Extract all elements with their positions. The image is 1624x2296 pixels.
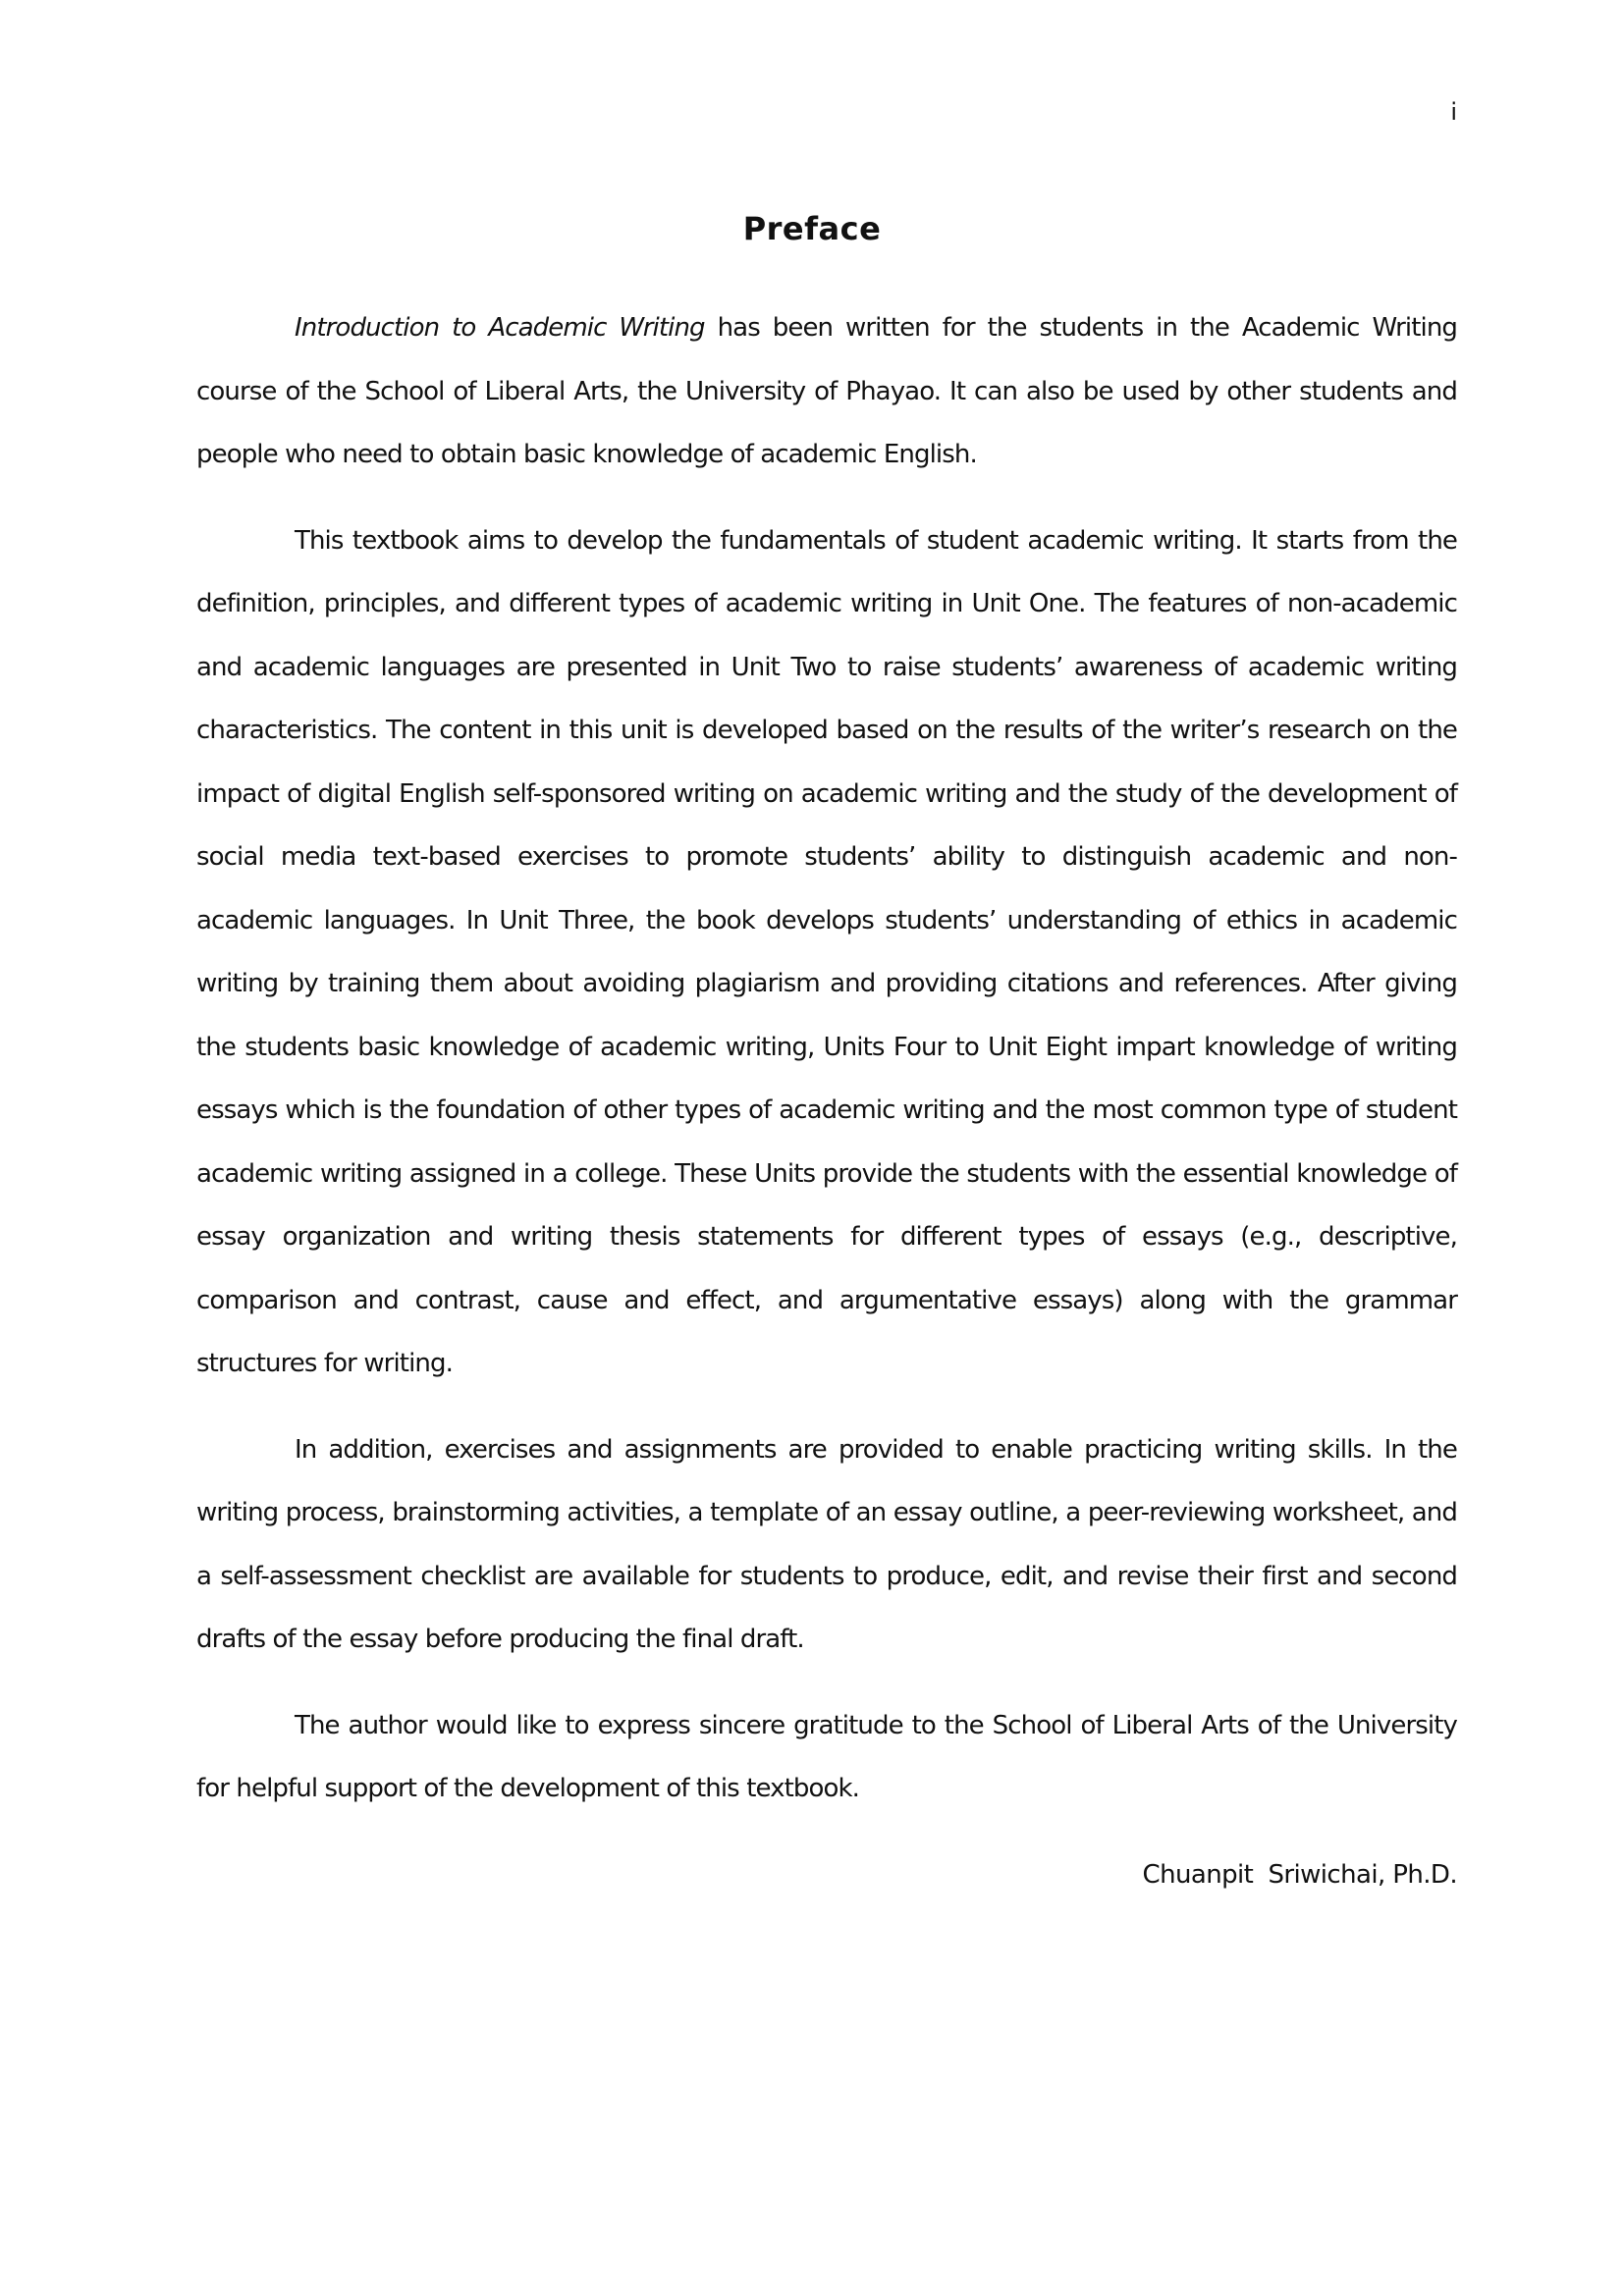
author-signature: Chuanpit Sriwichai, Ph.D. xyxy=(1142,1859,1457,1890)
paragraph-exercises: In addition, exercises and assignments are provided to enable practicing writing skills. In the writing process, brainstorming activities, a template of an essay outline, a peer-reviewing worksheet, and a self-assessment checklist are available for students to produce, edit, and revise their first and second drafts of the essay before producing the final draft. xyxy=(196,1434,1457,1654)
paragraph-intro-text: has been written for the students in the Academic Writing course of the School of Liberal Arts, the University of Phayao. It can also be used by other students and people who need to obtain basic knowledge of academic English. xyxy=(196,313,1457,469)
preface-body xyxy=(196,296,1457,1906)
book-title-italic: Introduction to Academic Writing xyxy=(295,313,705,343)
paragraph-intro xyxy=(196,296,1457,487)
page-title: Preface xyxy=(742,210,882,247)
paragraph-acknowledgement: The author would like to express sincere gratitude to the School of Liberal Arts of the University for helpful support of the development of this textbook. xyxy=(196,1710,1457,1803)
page-number: i xyxy=(1450,98,1457,126)
paragraph-aims: This textbook aims to develop the fundamentals of student academic writing. It starts from the definition, principles, and different types of academic writing in Unit One. The features of non-academic and academic languages are presented in Unit Two to raise students’ awareness of academic writing characteristics. The content in this unit is developed based on the results of the writer’s research on the impact of digital English self-sponsored writing on academic writing and the study of the development of social media text-based exercises to promote students’ ability to distinguish academic and non-academic languages. In Unit Three, the book develops students’ understanding of ethics in academic writing by training them about avoiding plagiarism and providing citations and references. After giving the students basic knowledge of academic writing, Units Four to Unit Eight impart knowledge of writing essays which is the foundation of other types of academic writing and the most common type of student academic writing assigned in a college. These Units provide the students with the essential knowledge of essay organization and writing thesis statements for different types of essays (e.g., descriptive, comparison and contrast, cause and effect, and argumentative essays) along with the grammar structures for writing. xyxy=(196,525,1457,1378)
